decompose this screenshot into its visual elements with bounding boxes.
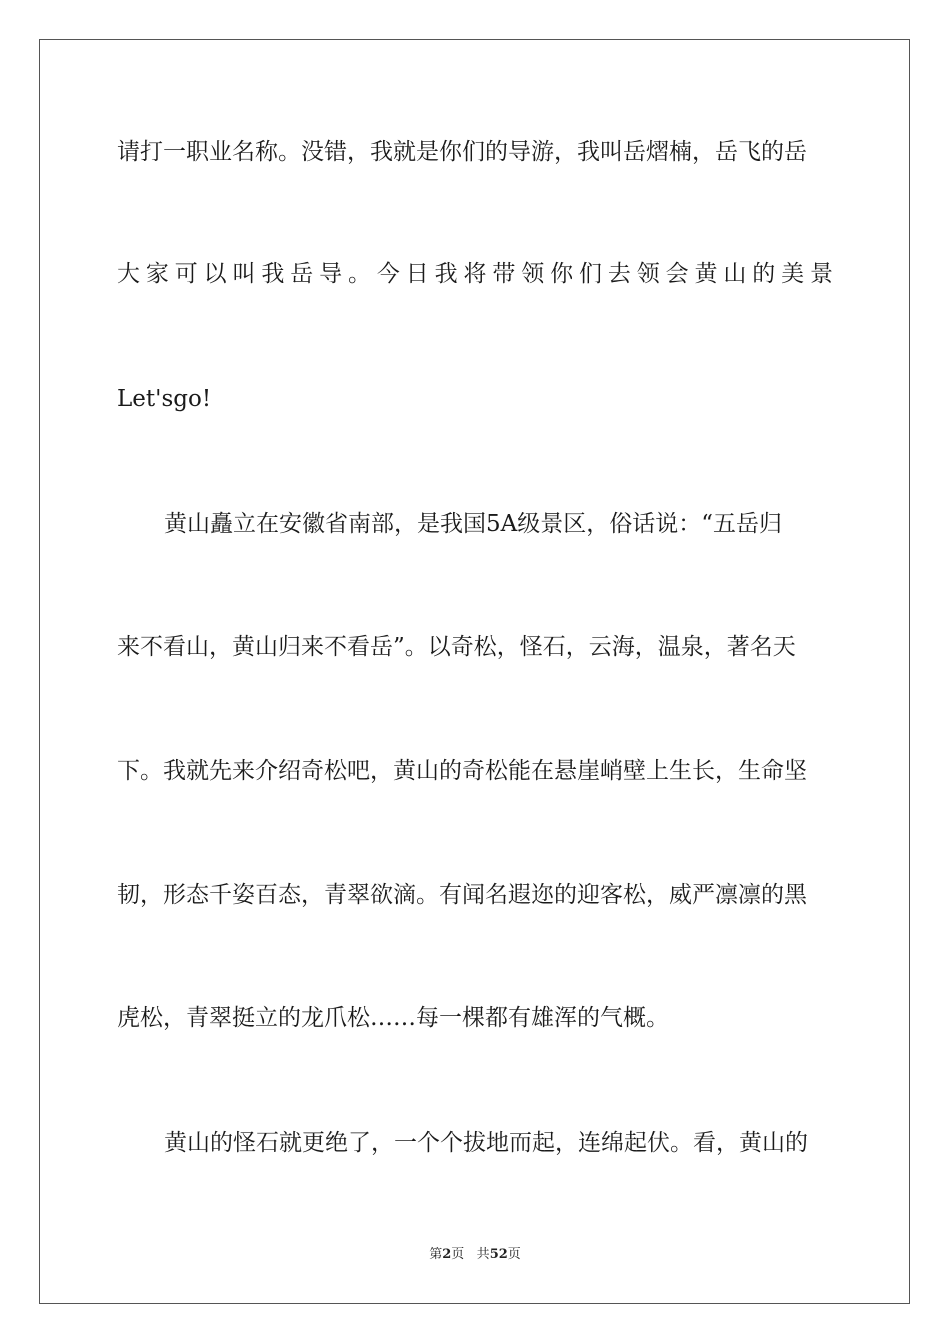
text-line-2	[117, 259, 833, 289]
text-line-3: Let'sgo!	[117, 386, 212, 412]
text-char: 岳	[290, 261, 314, 287]
text-line-6: 下。我就先来介绍奇松吧，黄山的奇松能在悬崖峭壁上生长，生命坚	[117, 758, 807, 784]
text-char: 我	[261, 261, 285, 287]
text-char: 以	[203, 261, 227, 287]
text-char: 领	[521, 261, 545, 287]
text-char: 美	[781, 261, 805, 287]
text-line-7: 韧，形态千姿百态，青翠欲滴。有闻名遐迩的迎客松，威严凛凛的黑	[117, 882, 807, 908]
page-footer	[0, 1246, 950, 1264]
page-prefix: 第	[429, 1247, 443, 1262]
page-frame	[39, 39, 910, 1304]
text-char: 去	[607, 261, 631, 287]
paragraph-start-huangshan-intro: 黄山矗立在安徽省南部，是我国5A级景区，俗话说：“五岳归	[164, 511, 783, 537]
text-char: 们	[579, 261, 602, 287]
text-char: 。	[348, 261, 371, 287]
text-char: 山	[723, 261, 747, 287]
text-char: 领	[636, 261, 660, 287]
text-line-1: 请打一职业名称。没错，我就是你们的导游，我叫岳熠楠，岳飞的岳	[117, 139, 807, 165]
text-char: 大	[117, 261, 140, 287]
text-char: 的	[752, 261, 776, 287]
text-char: 家	[145, 261, 169, 287]
text-char: 会	[665, 261, 689, 287]
paragraph-start-strange-rocks: 黄山的怪石就更绝了，一个个拔地而起，连绵起伏。看，黄山的	[164, 1130, 808, 1156]
total-page-count: 52	[489, 1247, 508, 1262]
text-char: 叫	[232, 261, 256, 287]
total-unit: 页	[507, 1247, 521, 1262]
text-char: 景	[810, 261, 833, 287]
text-char: 将	[463, 261, 487, 287]
text-line-8: 虎松，青翠挺立的龙爪松……每一棵都有雄浑的气概。	[117, 1005, 669, 1031]
text-char: 日	[405, 261, 429, 287]
current-page-number: 2	[442, 1247, 452, 1262]
text-char: 你	[550, 261, 574, 287]
text-char: 我	[434, 261, 458, 287]
text-char: 今	[376, 261, 400, 287]
text-char: 导	[319, 261, 343, 287]
text-char: 可	[174, 261, 198, 287]
text-char: 带	[492, 261, 516, 287]
text-char: 黄	[694, 261, 718, 287]
total-prefix: 共	[476, 1247, 490, 1262]
text-line-5: 来不看山，黄山归来不看岳”。以奇松，怪石，云海，温泉，著名天	[117, 634, 796, 660]
page-unit: 页	[451, 1247, 465, 1262]
